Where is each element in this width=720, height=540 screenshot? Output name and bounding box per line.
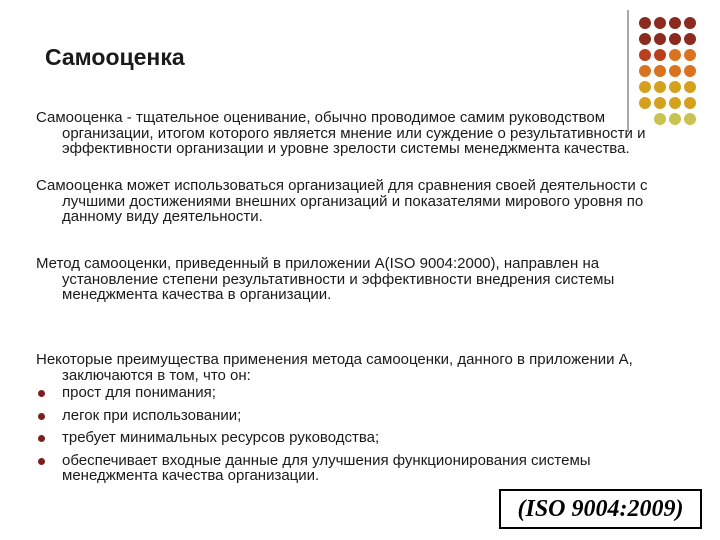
- list-item-text: легок при использовании;: [62, 406, 242, 424]
- decorative-dot: [654, 17, 666, 29]
- decorative-dot: [639, 81, 651, 93]
- decorative-dot: [669, 49, 681, 61]
- paragraph-advantages: Некоторые преимущества применения метода самооценки, данного в приложении А, заключаются в том, что он:: [36, 351, 633, 384]
- list-item-text: требует минимальных ресурсов руководства;: [62, 429, 380, 446]
- decorative-dot: [669, 65, 681, 77]
- decorative-dot: [669, 17, 681, 29]
- list-item-text: прост для понимания;: [62, 384, 216, 401]
- slide-title: Самооценка: [45, 44, 185, 70]
- decorative-dot: [654, 49, 666, 61]
- bullet-icon: [38, 390, 45, 397]
- advantages-list: [36, 385, 636, 491]
- decorative-dot: [684, 33, 696, 45]
- decorative-dot: [684, 97, 696, 109]
- list-item: [36, 453, 636, 484]
- bullet-icon: [38, 435, 45, 442]
- decorative-dot: [684, 17, 696, 29]
- decorative-dot: [654, 65, 666, 77]
- decorative-dot: [654, 33, 666, 45]
- decorative-dot: [669, 97, 681, 109]
- decorative-dot: [684, 113, 696, 125]
- paragraph-method: Метод самооценки, приведенный в приложении A(ISO 9004:2000), направлен на установление степени результативности и эффективности внедрения системы менеджмента качества в организации.: [36, 255, 615, 303]
- decorative-dot: [684, 81, 696, 93]
- source-reference-box: [499, 489, 702, 529]
- decorative-dot: [639, 17, 651, 29]
- decorative-dot: [654, 81, 666, 93]
- list-item: [36, 385, 636, 401]
- decorative-dot: [639, 33, 651, 45]
- decorative-dot: [669, 33, 681, 45]
- decorative-dot: [639, 97, 651, 109]
- list-item-text: обеспечивает входные данные для улучшения функционирования системы менеджмента качества организации.: [62, 451, 591, 484]
- list-item: [36, 430, 636, 446]
- decorative-dot: [669, 81, 681, 93]
- decorative-dot: [639, 49, 651, 61]
- paragraph-usage: Самооценка может использоваться организацией для сравнения своей деятельности с лучшими достижениями внешних организаций и показателями мирового уровня по данному виду деятельности.: [36, 177, 648, 225]
- decorative-dot: [684, 49, 696, 61]
- list-item: [36, 408, 636, 424]
- bullet-icon: [38, 458, 45, 465]
- decorative-dot: [654, 97, 666, 109]
- source-reference-label: (ISO 9004:2009): [517, 495, 684, 522]
- paragraph-definition: Самооценка - тщательное оценивание, обычно проводимое самим руководством организации, итогом которого является мнение или суждение о результативности и эффективности организации и уровне зрелости системы менеджмента качества.: [36, 109, 646, 157]
- decorative-dot: [684, 65, 696, 77]
- decorative-dot: [639, 65, 651, 77]
- bullet-icon: [38, 413, 45, 420]
